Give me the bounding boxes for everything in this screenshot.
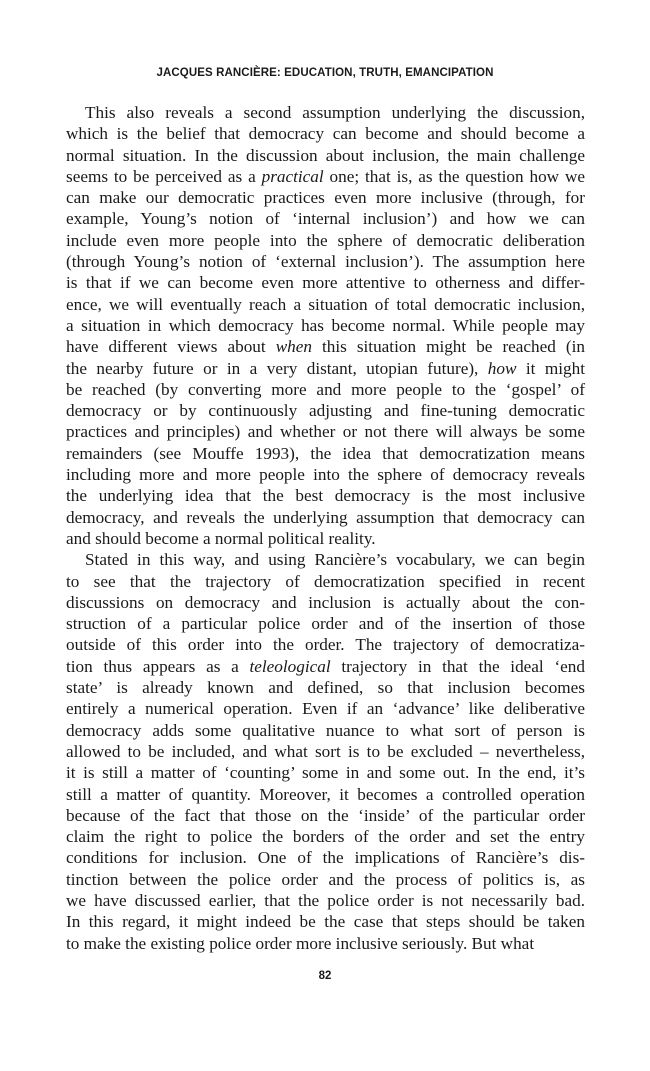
text-line: and should become a normal political reality. xyxy=(66,528,376,548)
text-line: democracy, and reveals the underlying assumption that democracy can xyxy=(66,507,585,527)
text-line: Stated in this way, and using Rancière’s vocabulary, we can begin xyxy=(85,550,585,570)
text-line: entirely a numerical operation. Even if an ‘advance’ like deliberative xyxy=(66,699,585,719)
text-line: tinction between the police order and the process of politics is, as xyxy=(66,869,585,889)
text-line: conditions for inclusion. One of the implications of Rancière’s dis- xyxy=(66,848,585,868)
text-line: be reached (by converting more and more people to the ‘gospel’ of xyxy=(66,379,585,399)
text-line: (through Young’s notion of ‘external inclusion’). The assumption here xyxy=(66,252,585,272)
text-line: include even more people into the sphere of democratic deliberation xyxy=(66,230,585,250)
page-number: 82 xyxy=(318,970,332,982)
paragraph-1 xyxy=(66,102,585,549)
text-line: claim the right to police the borders of the order and set the entry xyxy=(66,827,585,847)
text-line: have different views about when this situation might be reached (in xyxy=(66,337,585,357)
text-line: democracy or by continuously adjusting and fine-tuning democratic xyxy=(66,401,585,421)
text-line: tion thus appears as a teleological trajectory in that the ideal ‘end xyxy=(66,656,585,676)
text-line: the underlying idea that the best democracy is the most inclusive xyxy=(66,486,585,506)
text-line: seems to be perceived as a practical one; that is, as the question how we xyxy=(66,166,585,186)
text-line: the nearby future or in a very distant, utopian future), how it might xyxy=(66,358,585,378)
text-line: ence, we will eventually reach a situation of total democratic inclusion, xyxy=(66,294,585,314)
text-line: to see that the trajectory of democratization specified in recent xyxy=(66,571,585,591)
text-line: is that if we can become even more attentive to otherness and differ- xyxy=(66,273,585,293)
running-head: JACQUES RANCIÈRE: EDUCATION, TRUTH, EMANCIPATION xyxy=(156,67,494,79)
text-line: example, Young’s notion of ‘internal inclusion’) and how we can xyxy=(66,209,585,229)
text-line: which is the belief that democracy can become and should become a xyxy=(66,124,585,144)
text-line: outside of this order into the order. The trajectory of democratiza- xyxy=(66,635,585,655)
text-line: still a matter of quantity. Moreover, it becomes a controlled operation xyxy=(66,784,585,804)
text-line: democracy adds some qualitative nuance to what sort of person is xyxy=(66,720,585,740)
text-line: because of the fact that those on the ‘inside’ of the particular order xyxy=(66,805,585,825)
paragraph-2 xyxy=(66,549,585,954)
text-line: struction of a particular police order and of the insertion of those xyxy=(66,614,585,634)
text-line: discussions on democracy and inclusion is actually about the con- xyxy=(66,592,585,612)
text-line: This also reveals a second assumption underlying the discussion, xyxy=(85,103,585,122)
text-line: remainders (see Mouffe 1993), the idea that democratization means xyxy=(66,443,585,463)
text-line: state’ is already known and defined, so that inclusion becomes xyxy=(66,678,585,698)
text-line: to make the existing police order more inclusive seriously. But what xyxy=(66,933,535,953)
text-line: practices and principles) and whether or not there will always be some xyxy=(66,422,585,442)
text-line: we have discussed earlier, that the police order is not necessarily bad. xyxy=(66,890,585,910)
text-line: allowed to be included, and what sort is to be excluded – nevertheless, xyxy=(66,741,585,761)
text-line: a situation in which democracy has become normal. While people may xyxy=(66,315,585,335)
text-line: it is still a matter of ‘counting’ some in and some out. In the end, it’s xyxy=(66,763,585,783)
body-text xyxy=(66,102,585,954)
text-line: including more and more people into the sphere of democracy reveals xyxy=(66,465,585,485)
text-line: can make our democratic practices even more inclusive (through, for xyxy=(66,188,585,208)
text-line: normal situation. In the discussion about inclusion, the main challenge xyxy=(66,145,585,165)
text-line: In this regard, it might indeed be the case that steps should be taken xyxy=(66,912,585,932)
